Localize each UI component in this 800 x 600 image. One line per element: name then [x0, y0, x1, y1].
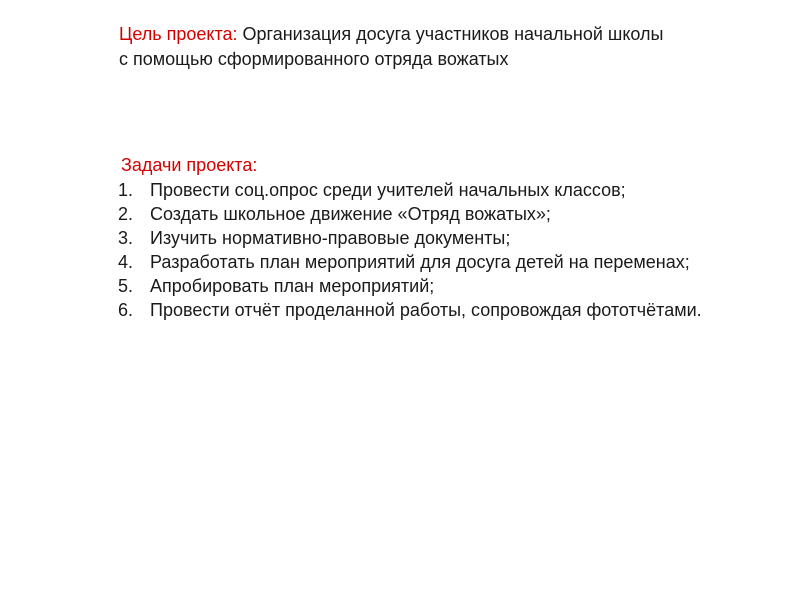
- task-text: Разработать план мероприятий для досуга детей на переменах;: [150, 252, 690, 272]
- task-item: [118, 250, 788, 274]
- task-text: Изучить нормативно-правовые документы;: [150, 228, 511, 248]
- task-text: Провести соц.опрос среди учителей начальных классов;: [150, 180, 626, 200]
- task-number: 4.: [118, 252, 134, 272]
- tasks-title: Задачи проекта:: [121, 155, 258, 175]
- task-item: [118, 178, 788, 202]
- task-item: [118, 274, 788, 298]
- task-item: [118, 202, 788, 226]
- goal-text-line2: с помощью сформированного отряда вожатых: [119, 49, 509, 69]
- task-number: 1.: [118, 180, 134, 200]
- task-item: [118, 298, 788, 322]
- task-list: [118, 178, 788, 322]
- task-item: [118, 226, 788, 250]
- task-number: 2.: [118, 204, 134, 224]
- task-text: Создать школьное движение «Отряд вожатых»;: [150, 204, 551, 224]
- goal-label: Цель проекта:: [119, 24, 238, 44]
- task-text: Провести отчёт проделанной работы, сопровождая фототчётами.: [150, 300, 702, 320]
- task-number: 3.: [118, 228, 134, 248]
- task-number: 6.: [118, 300, 134, 320]
- task-text: Апробировать план мероприятий;: [150, 276, 435, 296]
- task-number: 5.: [118, 276, 134, 296]
- project-tasks: [118, 153, 788, 322]
- goal-text: Организация досуга участников начальной школы: [242, 24, 664, 44]
- project-goal: [119, 22, 759, 72]
